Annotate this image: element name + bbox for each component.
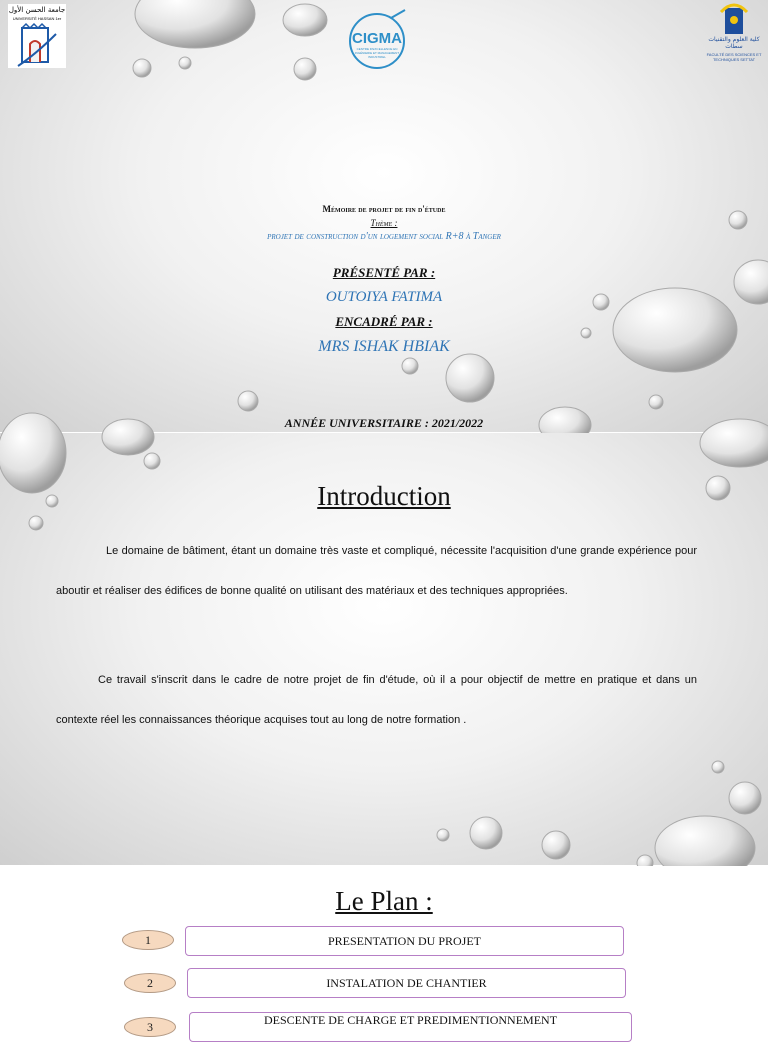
university-logo [8,4,66,68]
plan-item-number: 1 [122,930,174,950]
faculty-logo-caption: كلية العلوم والتقنيات سطات [708,36,760,50]
supervisor-name: MRS ISHAK HBIAK [318,338,450,355]
presented-by-label: PRÉSENTÉ PAR : [332,265,436,280]
faculty-logo [705,2,763,66]
university-logo-subcaption: UNIVERSITÉ HASSAN 1er [12,16,62,21]
cigma-logo-subtitle: CENTRE D'EXCELLENCE EN INGÉNIERIE ET MANAGEMENT INDUSTRIEL [354,47,400,59]
plan-item-number: 3 [124,1017,176,1037]
academic-year: ANNÉE UNIVERSITAIRE : 2021/2022 [284,416,484,430]
plan-title: Le Plan : [335,886,433,916]
faculty-emblem-icon [717,2,751,36]
university-emblem-icon [16,24,58,68]
introduction-paragraph-2: Ce travail s'inscrit dans le cadre de notre projet de fin d'étude, où il a pour objectif de mettre en pratique et dans un contexte réel les connaissances théorique acquises tout au long de notre formation . [56,674,697,726]
faculty-logo-subtitle: FACULTÉ DES SCIENCES ET TECHNIQUES SETTAT [706,52,762,62]
theme-label: Thème : [370,218,398,228]
university-logo-caption: جامعة الحسن الأول [8,6,66,14]
presenter-name: OUTOIYA FATIMA [325,289,443,305]
plan-item-installation[interactable]: INSTALATION DE CHANTIER [187,968,626,998]
plan-item-descente-charge[interactable]: DESCENTE DE CHARGE ET PREDIMENTIONNEMENT [189,1012,632,1042]
title-slide [0,0,768,432]
plan-slide [0,866,768,1034]
supervised-by-label: ENCADRÉ PAR : [335,314,433,329]
project-title: projet de construction d'un logement social R+8 à Tanger [267,231,501,242]
introduction-slide [0,433,768,865]
cigma-logo [343,10,411,72]
memoire-title: Mémoire de projet de fin d'étude [322,204,446,214]
plan-item-number: 2 [124,973,176,993]
introduction-title: Introduction [317,481,451,511]
cigma-logo-name: CIGMA [352,30,402,47]
introduction-paragraph-1: Le domaine de bâtiment, étant un domaine très vaste et compliqué, nécessite l'acquisition d'une grande expérience pour aboutir et réaliser des édifices de bonne qualité on utilisant des matériaux et des techniques appropriées. [56,545,697,597]
plan-item-presentation[interactable]: PRESENTATION DU PROJET [185,926,624,956]
